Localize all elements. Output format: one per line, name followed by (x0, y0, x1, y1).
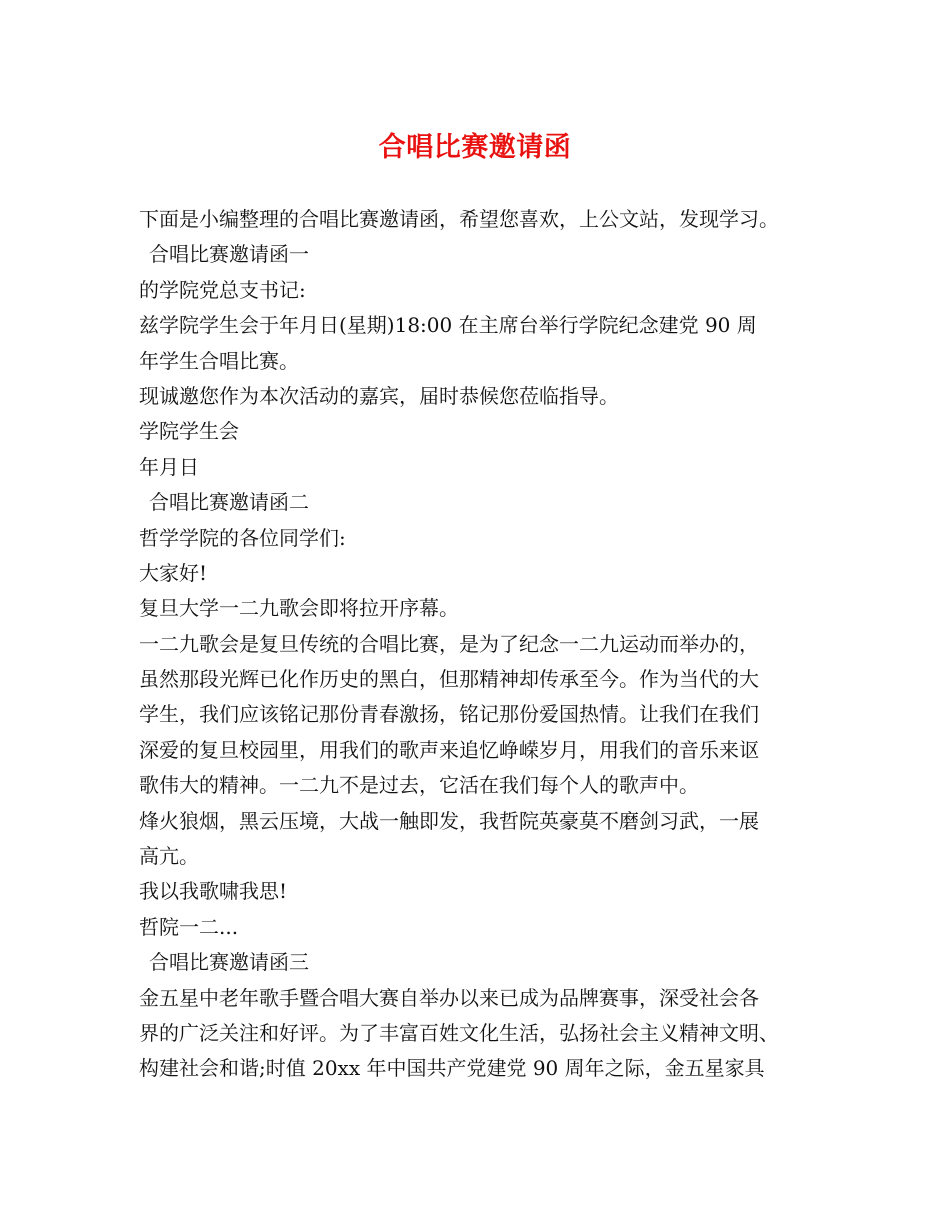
paragraph-line: 大家好! (139, 560, 208, 585)
paragraph-line: 学生，我们应该铭记那份青春激扬，铭记那份爱国热情。让我们在我们 (139, 702, 759, 727)
paragraph-line: 的学院党总支书记: (139, 277, 306, 302)
paragraph-line: 构建社会和谐;时值 20xx 年中国共产党建党 90 周年之际，金五星家具 (139, 1056, 765, 1081)
paragraph-line: 烽火狼烟，黑云压境，大战一触即发，我哲院英豪莫不磨剑习武，一展 (139, 808, 759, 833)
paragraph-line: 歌伟大的精神。一二九不是过去，它活在我们每个人的歌声中。 (139, 773, 699, 798)
paragraph-line: 兹学院学生会于年月日(星期)18:00 在主席台举行学院纪念建党 90 周 (139, 313, 757, 338)
paragraph-line: 一二九歌会是复旦传统的合唱比赛，是为了纪念一二九运动而举办的， (139, 631, 759, 656)
paragraph-line: 哲院一二... (139, 914, 239, 939)
section-heading: 合唱比赛邀请函二 (149, 490, 309, 515)
paragraph-line: 下面是小编整理的合唱比赛邀请函，希望您喜欢，上公文站，发现学习。 (139, 207, 779, 231)
paragraph-line: 学院学生会 (139, 419, 239, 444)
document-title: 合唱比赛邀请函 (378, 132, 572, 163)
paragraph-line: 虽然那段光辉已化作历史的黑白，但那精神却传承至今。作为当代的大 (139, 667, 759, 692)
paragraph-line: 高亢。 (139, 844, 199, 869)
paragraph-line: 年学生合唱比赛。 (139, 348, 299, 373)
paragraph-line: 我以我歌啸我思! (139, 879, 288, 904)
section-heading: 合唱比赛邀请函三 (149, 950, 309, 975)
paragraph-line: 哲学学院的各位同学们: (139, 525, 346, 550)
paragraph-line: 深爱的复旦校园里，用我们的歌声来追忆峥嵘岁月，用我们的音乐来讴 (139, 737, 759, 762)
paragraph-line: 现诚邀您作为本次活动的嘉宾，届时恭候您莅临指导。 (139, 383, 619, 408)
section-heading: 合唱比赛邀请函一 (149, 242, 309, 267)
document-body (139, 202, 829, 1087)
paragraph-line: 金五星中老年歌手暨合唱大赛自举办以来已成为品牌赛事，深受社会各 (139, 985, 759, 1010)
paragraph-line: 界的广泛关注和好评。为了丰富百姓文化生活，弘扬社会主义精神文明、 (139, 1020, 779, 1045)
paragraph-line: 复旦大学一二九歌会即将拉开序幕。 (139, 596, 459, 621)
paragraph-line: 年月日 (139, 454, 199, 479)
